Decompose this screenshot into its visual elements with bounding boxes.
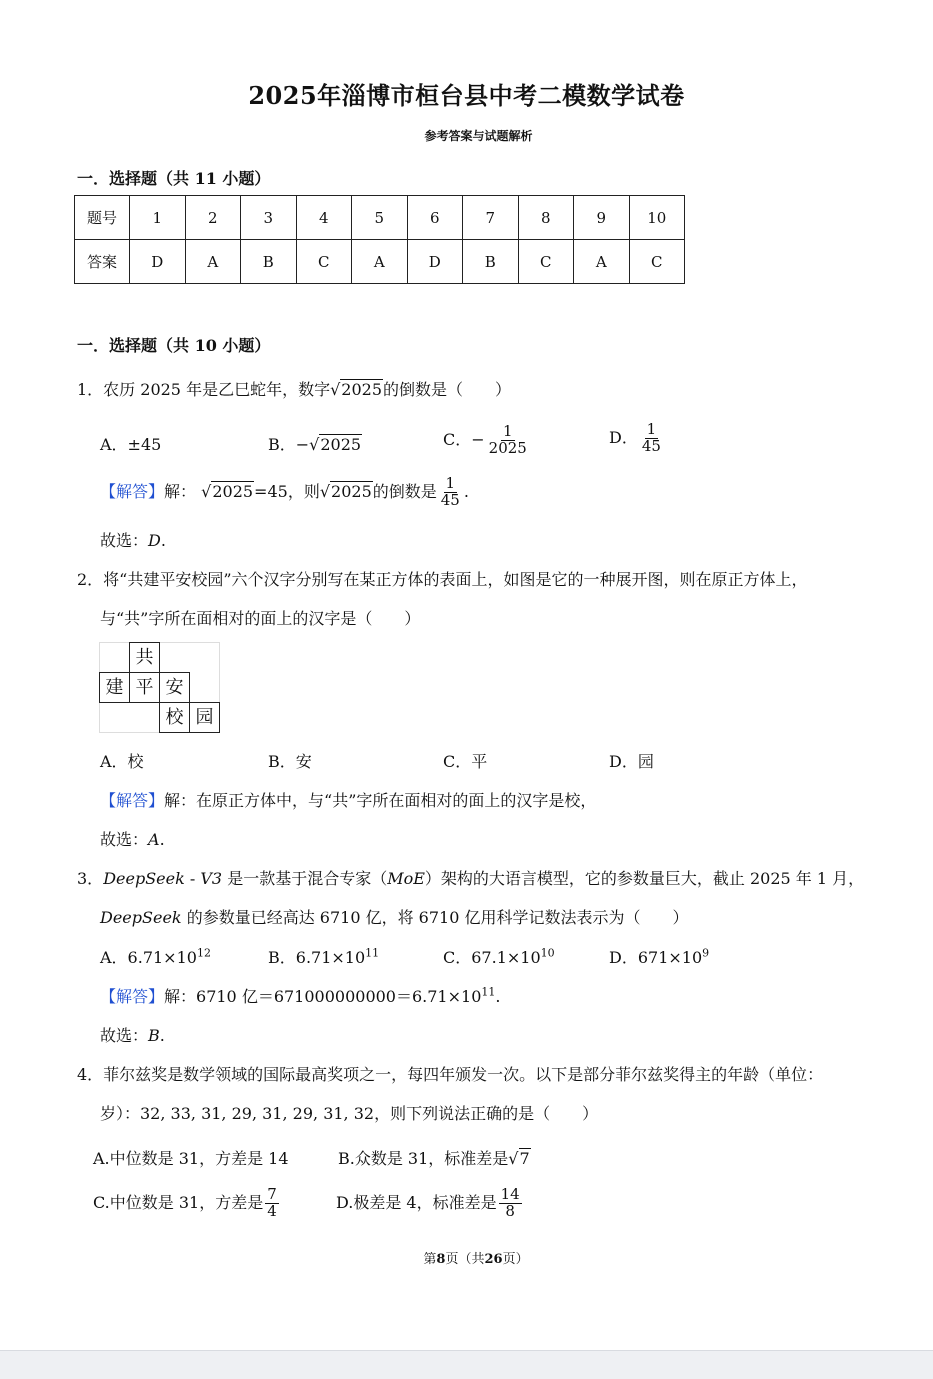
solution-text: =45，则	[254, 481, 320, 501]
answer-tag: 【解答】	[100, 791, 165, 810]
table-cell: D	[407, 240, 463, 284]
option-base: B．6.71×10	[268, 948, 366, 967]
answer-tag: 【解答】	[100, 481, 165, 501]
term: V3	[200, 869, 223, 888]
exponent: 11	[365, 946, 380, 960]
q3-solution	[100, 984, 500, 1007]
choice-label: 故选：	[100, 830, 149, 849]
option-text: D.极差是 4，标准差是	[336, 1192, 497, 1212]
table-cell: B	[463, 240, 519, 284]
question-text: 的倒数是（ ）	[383, 380, 512, 399]
answer-tag: 【解答】	[100, 987, 165, 1006]
table-cell: 7	[463, 196, 519, 240]
table-cell: 10	[629, 196, 685, 240]
denominator: 2025	[488, 438, 527, 457]
question-4-line-1: 4．菲尔兹奖是数学领域的国际最高奖项之一，每四年颁发一次。以下是部分菲尔兹奖得主的年龄（单位：	[77, 1065, 824, 1084]
choice-letter: B	[148, 1026, 160, 1045]
table-cell: C	[518, 240, 574, 284]
table-row	[75, 240, 685, 284]
question-text: ）架构的大语言模型，它的参数量巨大，截止 2025 年 1 月，	[424, 869, 865, 888]
q3-option-d	[609, 945, 709, 968]
option-base: C．67.1×10	[443, 948, 541, 967]
q1-option-c	[443, 424, 531, 457]
table-cell: 8	[518, 196, 574, 240]
page-number: 8	[436, 1252, 446, 1267]
section-heading-1: 一．选择题（共 11 小题）	[77, 169, 271, 188]
numerator: 14	[500, 1185, 520, 1203]
question-2-line-1: 2．将“共建平安校园”六个汉字分别写在某正方体的表面上，如图是它的一种展开图，则在原正方体上，	[77, 570, 808, 589]
choice-label: 故选：	[100, 531, 149, 550]
table-cell: 3	[241, 196, 297, 240]
q2-option-a: A．校	[100, 752, 144, 771]
net-cell: 安	[159, 672, 190, 703]
sqrt-expression: √7	[508, 1149, 530, 1168]
choice-end: .	[160, 531, 166, 550]
question-4-line-2: 岁）：32, 33, 31, 29, 31, 29, 31, 32，则下列说法正确的是（ ）	[100, 1104, 599, 1123]
table-cell: 2	[185, 196, 241, 240]
exponent: 10	[540, 946, 555, 960]
q4-option-a: A.中位数是 31，方差是 14	[93, 1149, 289, 1168]
exponent: 12	[196, 946, 211, 960]
radicand: 7	[519, 1149, 530, 1168]
choice-end: .	[159, 1026, 165, 1045]
denominator: 4	[267, 1201, 277, 1220]
page-footer	[0, 1248, 933, 1267]
option-label: B．−	[268, 435, 310, 454]
choice-label: 故选：	[100, 1026, 149, 1045]
net-cell: 共	[129, 642, 160, 673]
radicand: 2025	[320, 435, 362, 454]
q1-option-b	[268, 432, 362, 455]
q4-option-d	[336, 1187, 524, 1220]
table-row	[75, 196, 685, 240]
question-3-line-1	[77, 866, 864, 889]
option-text: C.中位数是 31，方差是	[93, 1192, 264, 1212]
solution-text: .	[495, 987, 501, 1006]
q4-option-c	[93, 1187, 281, 1220]
solution-text: 解：在原正方体中，与“共”字所在面相对的面上的汉字是校，	[164, 791, 597, 810]
q3-option-a	[100, 945, 211, 968]
q2-option-b: B．安	[268, 752, 312, 771]
question-text: 是一款基于混合专家（	[222, 869, 388, 888]
q1-choice	[100, 528, 166, 551]
choice-end: .	[159, 830, 165, 849]
question-text: 1．农历 2025 年是乙巳蛇年，数字	[77, 380, 331, 399]
sqrt-expression: √2025	[309, 435, 362, 454]
q2-solution	[100, 788, 596, 811]
net-cell: 校	[159, 702, 190, 733]
numerator: 1	[445, 474, 456, 492]
question-text: 的参数量已经高达 6710 亿，将 6710 亿用科学记数法表示为（ ）	[181, 908, 689, 927]
option-base: A．6.71×10	[100, 948, 197, 967]
option-label: D．	[609, 427, 638, 447]
numerator: 7	[267, 1185, 277, 1203]
exponent: 11	[481, 985, 496, 999]
q2-option-d: D．园	[609, 752, 654, 771]
net-cell: 平	[129, 672, 160, 703]
fraction	[640, 422, 663, 455]
question-text: -	[184, 869, 201, 888]
net-cell: 园	[189, 702, 220, 733]
option-base: D．671×10	[609, 948, 703, 967]
choice-letter: D	[148, 531, 161, 550]
fraction	[499, 1187, 522, 1220]
numerator: 1	[502, 422, 513, 440]
section-heading-2: 一．选择题（共 10 小题）	[77, 336, 271, 355]
question-3-line-2	[100, 905, 688, 928]
table-cell: 4	[296, 196, 352, 240]
question-text: 3．	[77, 869, 104, 888]
page-subtitle: 参考答案与试题解析	[424, 129, 533, 143]
viewer-bottom-bar	[0, 1350, 933, 1379]
solution-text: 的倒数是	[372, 481, 437, 501]
exponent: 9	[702, 946, 710, 960]
table-header-cell: 题号	[75, 196, 130, 240]
cube-net-figure	[99, 642, 220, 733]
solution-text: 解：	[164, 481, 197, 501]
table-cell: 9	[574, 196, 630, 240]
option-text: B.众数是 31，标准差是	[338, 1149, 509, 1168]
solution-text: .	[463, 481, 469, 501]
question-2-line-2: 与“共”字所在面相对的面上的汉字是（ ）	[100, 609, 421, 628]
q4-option-b	[338, 1146, 531, 1169]
numerator: 1	[646, 420, 657, 438]
term: DeepSeek	[100, 908, 182, 927]
radicand: 2025	[331, 481, 372, 501]
denominator: 45	[440, 490, 460, 509]
q2-choice	[100, 827, 165, 850]
q1-option-d	[609, 422, 665, 455]
choice-letter: A	[148, 830, 160, 849]
table-cell: 5	[352, 196, 408, 240]
table-cell: 6	[407, 196, 463, 240]
fraction	[487, 424, 529, 457]
page-title: 2025年淄博市桓台县中考二模数学试卷	[248, 81, 685, 110]
q1-solution	[100, 476, 469, 509]
fraction	[265, 1187, 279, 1220]
term: MoE	[387, 869, 425, 888]
q1-option-a: A．±45	[100, 435, 162, 454]
option-label: C．−	[443, 429, 485, 449]
table-header-cell: 答案	[75, 240, 130, 284]
table-cell: C	[296, 240, 352, 284]
table-cell: C	[629, 240, 685, 284]
denominator: 8	[505, 1201, 515, 1220]
solution-text: 解：6710 亿＝671000000000＝6.71×10	[164, 987, 482, 1006]
table-cell: A	[185, 240, 241, 284]
net-cell: 建	[99, 672, 130, 703]
footer-text: 第	[423, 1252, 437, 1267]
answer-table	[74, 195, 685, 284]
fraction	[439, 476, 462, 509]
table-cell: 1	[130, 196, 186, 240]
term: DeepSeek	[103, 869, 185, 888]
radicand: 2025	[212, 481, 254, 501]
sqrt-expression: √2025	[319, 481, 372, 501]
sqrt-expression: √2025	[201, 481, 254, 501]
question-1-stem	[77, 377, 511, 400]
table-cell: A	[574, 240, 630, 284]
q3-option-b	[268, 945, 379, 968]
radicand: 2025	[341, 380, 382, 399]
q3-option-c	[443, 945, 555, 968]
page-total: 26	[484, 1252, 503, 1267]
denominator: 45	[641, 436, 661, 455]
q2-option-c: C．平	[443, 752, 488, 771]
table-cell: B	[241, 240, 297, 284]
sqrt-expression: √2025	[330, 380, 382, 399]
footer-text: 页）	[502, 1252, 529, 1267]
table-cell: D	[130, 240, 186, 284]
q3-choice	[100, 1023, 165, 1046]
table-cell: A	[352, 240, 408, 284]
footer-text: 页（共	[445, 1252, 485, 1267]
